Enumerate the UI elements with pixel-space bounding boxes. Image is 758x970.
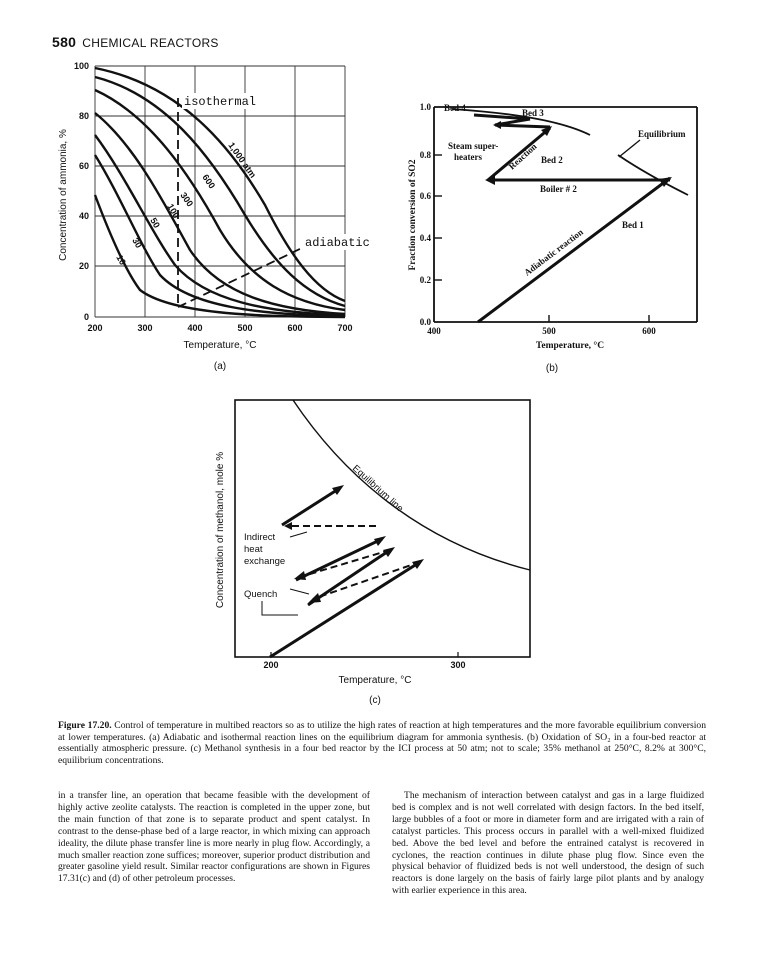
cooling-lines xyxy=(290,526,420,599)
page-header xyxy=(52,34,219,50)
label-boiler: Boiler # 2 xyxy=(540,184,577,194)
label-bed4: Bed 4 xyxy=(444,103,466,113)
equilibrium-curve xyxy=(452,109,688,195)
curve-label-100: 100 xyxy=(165,202,182,221)
label-indirect-2: heat xyxy=(244,544,263,555)
x-tick: 300 xyxy=(450,660,466,670)
caption-label: Figure 17.20. xyxy=(58,720,112,731)
figure-c xyxy=(210,395,540,705)
y-tick: 80 xyxy=(78,111,89,121)
label-bed3: Bed 3 xyxy=(522,108,544,118)
label-bed1: Bed 1 xyxy=(622,220,644,230)
page-number: 580 xyxy=(52,34,77,50)
label-steam-2: heaters xyxy=(454,152,482,162)
curve-label-10: 10 xyxy=(114,253,128,267)
label-indirect-3: exchange xyxy=(244,556,286,567)
caption-text: Control of temperature in multibed reactors so as to utilize the high rates of reaction at high temperatures and the more favorable equilibrium conversion at lower temperatures. (a) Adiabatic and isothermal reaction lines on the equilibrium diagram for ammonia synthesis. (b) Oxidation of SO₂ in a four-bed reactor at essentially atmospheric pressure. (c) Methanol synthesis in a four bed reactor by the ICI process at 50 atm; not to scale; 35% methanol at 250°C, 8.2% at 300°C, equilibrium concentrations. xyxy=(58,720,706,766)
y-tick: 0.0 xyxy=(419,317,431,327)
figure-a-y-ticks xyxy=(74,61,89,322)
label-steam-1: Steam super- xyxy=(448,141,499,151)
equilibrium-line xyxy=(293,400,530,570)
curve-label-1000: 1,000 atm xyxy=(226,140,259,180)
operating-lines xyxy=(474,115,670,322)
x-tick: 400 xyxy=(187,323,203,333)
figure-c-xlabel: Temperature, °C xyxy=(338,675,412,686)
bed3-line xyxy=(296,539,382,580)
figure-c-x-ticks xyxy=(263,660,465,670)
y-tick: 0.2 xyxy=(419,275,431,285)
figure-caption xyxy=(58,720,706,766)
figure-a-x-ticks xyxy=(87,323,352,333)
x-tick: 300 xyxy=(137,323,153,333)
label-equilibrium: Equilibrium xyxy=(638,129,686,139)
label-adiabatic-reaction: Adiabatic reaction xyxy=(522,226,585,278)
figure-b-y-ticks xyxy=(420,102,432,327)
figure-b-axes xyxy=(434,107,697,322)
figure-c-ylabel: Concentration of methanol, mole % xyxy=(215,451,226,609)
x-tick: 500 xyxy=(542,326,556,336)
equilibrium-line-label: Equilibrium line xyxy=(349,463,406,515)
x-tick: 600 xyxy=(287,323,303,333)
y-tick: 20 xyxy=(78,261,89,271)
figure-a xyxy=(40,55,370,380)
x-tick: 400 xyxy=(427,326,441,336)
y-tick: 0.6 xyxy=(419,191,431,201)
y-tick: 0.4 xyxy=(419,233,431,243)
body-column-left: in a transfer line, an operation that became feasible with the development of highly active zeolite catalysts. The reaction is completed in the upper zone, but the main function of that zone is to separate product and spent catalyst. In contrast to the dense-phase bed of a large reactor, in which mixing can approach ideality, the dilute phase transfer line is more nearly in plug flow. Accordingly, a much smaller reaction zone suffices; moreover, superior product distribution and greater gasoline yield result. Similar reactor configurations are shown in Figures 17.31(c) and (d) of other petroleum processes. xyxy=(58,790,370,885)
figure-b xyxy=(400,95,705,380)
x-tick: 600 xyxy=(642,326,656,336)
x-tick: 200 xyxy=(87,323,103,333)
figure-a-ylabel: Concentration of ammonia, % xyxy=(58,129,69,261)
steam-line xyxy=(495,125,550,127)
curve-label-50: 50 xyxy=(148,216,162,230)
label-bed2: Bed 2 xyxy=(541,155,563,165)
bed1-line xyxy=(270,562,420,657)
figure-a-xlabel: Temperature, °C xyxy=(183,340,257,351)
curve-label-300: 300 xyxy=(178,190,196,209)
label-reaction: Reaction xyxy=(506,141,539,172)
y-tick: 100 xyxy=(73,61,89,71)
bed1-line xyxy=(478,178,670,322)
y-tick: 0 xyxy=(83,312,89,322)
figure-b-x-ticks xyxy=(427,326,656,336)
figure-b-labels xyxy=(444,103,686,278)
x-tick: 200 xyxy=(263,660,279,670)
body-column-right: The mechanism of interaction between catalyst and gas in a large fluidized bed is complex and is not well correlated with design factors. In the bed itself, large bubbles of a foot or more in diameter form and are irrigated with a rain of catalyst particles. This process occurs in parallel with a well-mixed fluidized bed. Above the bed level and before the entrained catalyst is recovered in cyclones, the reaction continues in dilute phase plug flow. Since even the physical behavior of fluidized beds is not well understood, the design of such reactors is done largely on the basis of fairly large pilot plants and by analogy with earlier experience in this area. xyxy=(392,790,704,897)
label-indirect-1: Indirect xyxy=(244,532,276,543)
figure-b-panel-label: (b) xyxy=(545,363,559,374)
figure-a-panel-label: (a) xyxy=(213,361,227,372)
curve-10-atm xyxy=(95,195,345,317)
curve-label-600: 600 xyxy=(200,172,218,191)
running-title: CHEMICAL REACTORS xyxy=(82,36,219,50)
x-tick: 500 xyxy=(237,323,253,333)
figure-c-axes xyxy=(235,400,530,657)
y-tick: 0.8 xyxy=(419,150,431,160)
curve-label-30: 30 xyxy=(130,236,144,250)
figure-c-panel-label: (c) xyxy=(369,695,381,706)
label-quench: Quench xyxy=(244,589,278,600)
y-tick: 60 xyxy=(78,161,89,171)
y-tick: 40 xyxy=(78,211,89,221)
x-tick: 700 xyxy=(337,323,353,333)
figure-b-ylabel: Fraction conversion of SO2 xyxy=(408,159,418,271)
label-adiabatic: adiabatic xyxy=(305,236,370,250)
equilibrium-pointer xyxy=(619,140,640,157)
figure-b-xlabel: Temperature, °C xyxy=(535,341,605,351)
figure-c-labels xyxy=(244,532,285,600)
quench-dash-2 xyxy=(300,550,390,577)
label-isothermal: isothermal xyxy=(184,95,257,109)
y-tick: 1.0 xyxy=(419,102,431,112)
bed4-line xyxy=(282,488,340,525)
